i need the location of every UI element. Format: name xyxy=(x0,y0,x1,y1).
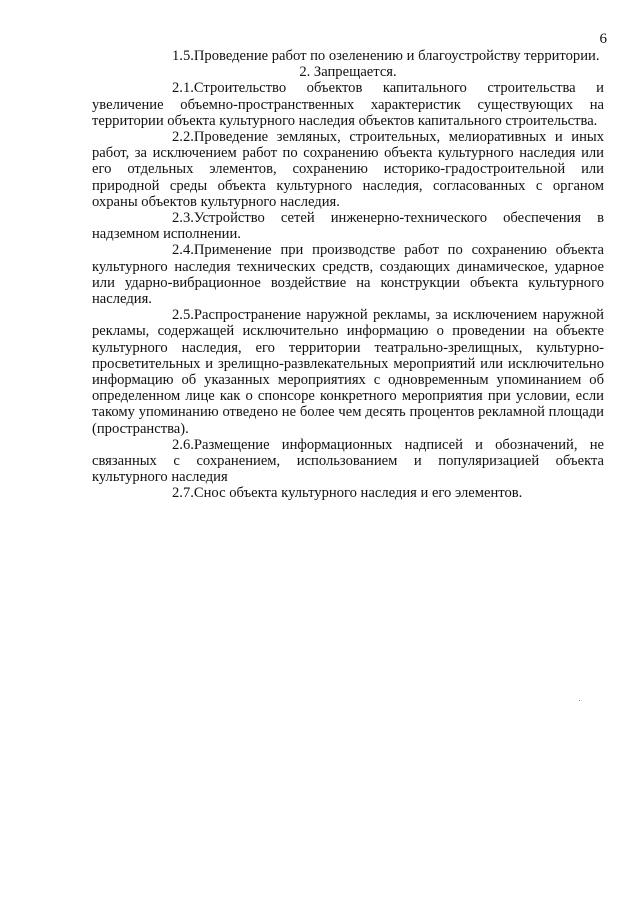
paragraph-number: 2.6. xyxy=(172,436,194,453)
scan-speck xyxy=(579,700,580,701)
paragraph-1-5 xyxy=(92,48,604,64)
paragraph-number: 2.4. xyxy=(172,242,194,259)
paragraph-number: 2.3. xyxy=(172,210,194,227)
paragraph-text: Устройство сетей инженерно-технического обеспечения в надземном исполнении. xyxy=(92,210,604,243)
document-body xyxy=(92,48,604,502)
paragraph-text: Применение при производстве работ по сохранению объекта культурного наследия технических средств, создающих динамическое, ударное или ударно-вибрационное воздействие на конструкции объекта культурного наследия. xyxy=(92,242,604,308)
paragraph-number: 1.5. xyxy=(172,48,194,64)
section-heading: 2. Запрещается. xyxy=(299,64,397,81)
paragraph-2-3 xyxy=(92,210,604,242)
paragraph-text: Распространение наружной рекламы, за исключением наружной рекламы, содержащей исключительно информацию о проведении на объекте культурного наследия, его территории театрально-зрелищных, культурно-просветительных и зрелищно-развлекательных мероприятий или исключительно информацию об указанных мероприятиях с одновременным упоминанием об определенном лице как о спонсоре конкретного мероприятия при условии, если такому упоминанию отведено не более чем десять процентов рекламной площади (пространства). xyxy=(92,307,604,437)
paragraph-2-7 xyxy=(92,485,604,501)
paragraph-number: 2.7. xyxy=(172,485,194,502)
paragraph-number: 2.5. xyxy=(172,307,194,324)
paragraph-text: Снос объекта культурного наследия и его элементов. xyxy=(193,485,523,502)
paragraph-2-4 xyxy=(92,242,604,307)
page-number: 6 xyxy=(599,31,607,47)
paragraph-text: Размещение информационных надписей и обозначений, не связанных с сохранением, использованием и популяризацией объекта культурного наследия xyxy=(92,436,604,486)
paragraph-text: Проведение земляных, строительных, мелиоративных и иных работ, за исключением работ по сохранению объекта культурного наследия или его отдельных элементов, сохранению историко-градостроительной или природной среды объекта культурного наследия, согласованных с органом охраны объектов культурного наследия. xyxy=(92,129,604,210)
paragraph-2-2 xyxy=(92,129,604,210)
paragraph-2-1 xyxy=(92,80,604,129)
paragraph-2-5 xyxy=(92,307,604,437)
paragraph-text: Строительство объектов капитального строительства и увеличение объемно-пространственных характеристик существующих на территории объекта культурного наследия объектов капитального строительства. xyxy=(92,80,604,129)
paragraph-number: 2.2. xyxy=(172,129,194,146)
paragraph-number: 2.1. xyxy=(172,80,194,97)
paragraph-2-6 xyxy=(92,437,604,486)
paragraph-text: Проведение работ по озеленению и благоустройству территории. xyxy=(193,48,600,64)
